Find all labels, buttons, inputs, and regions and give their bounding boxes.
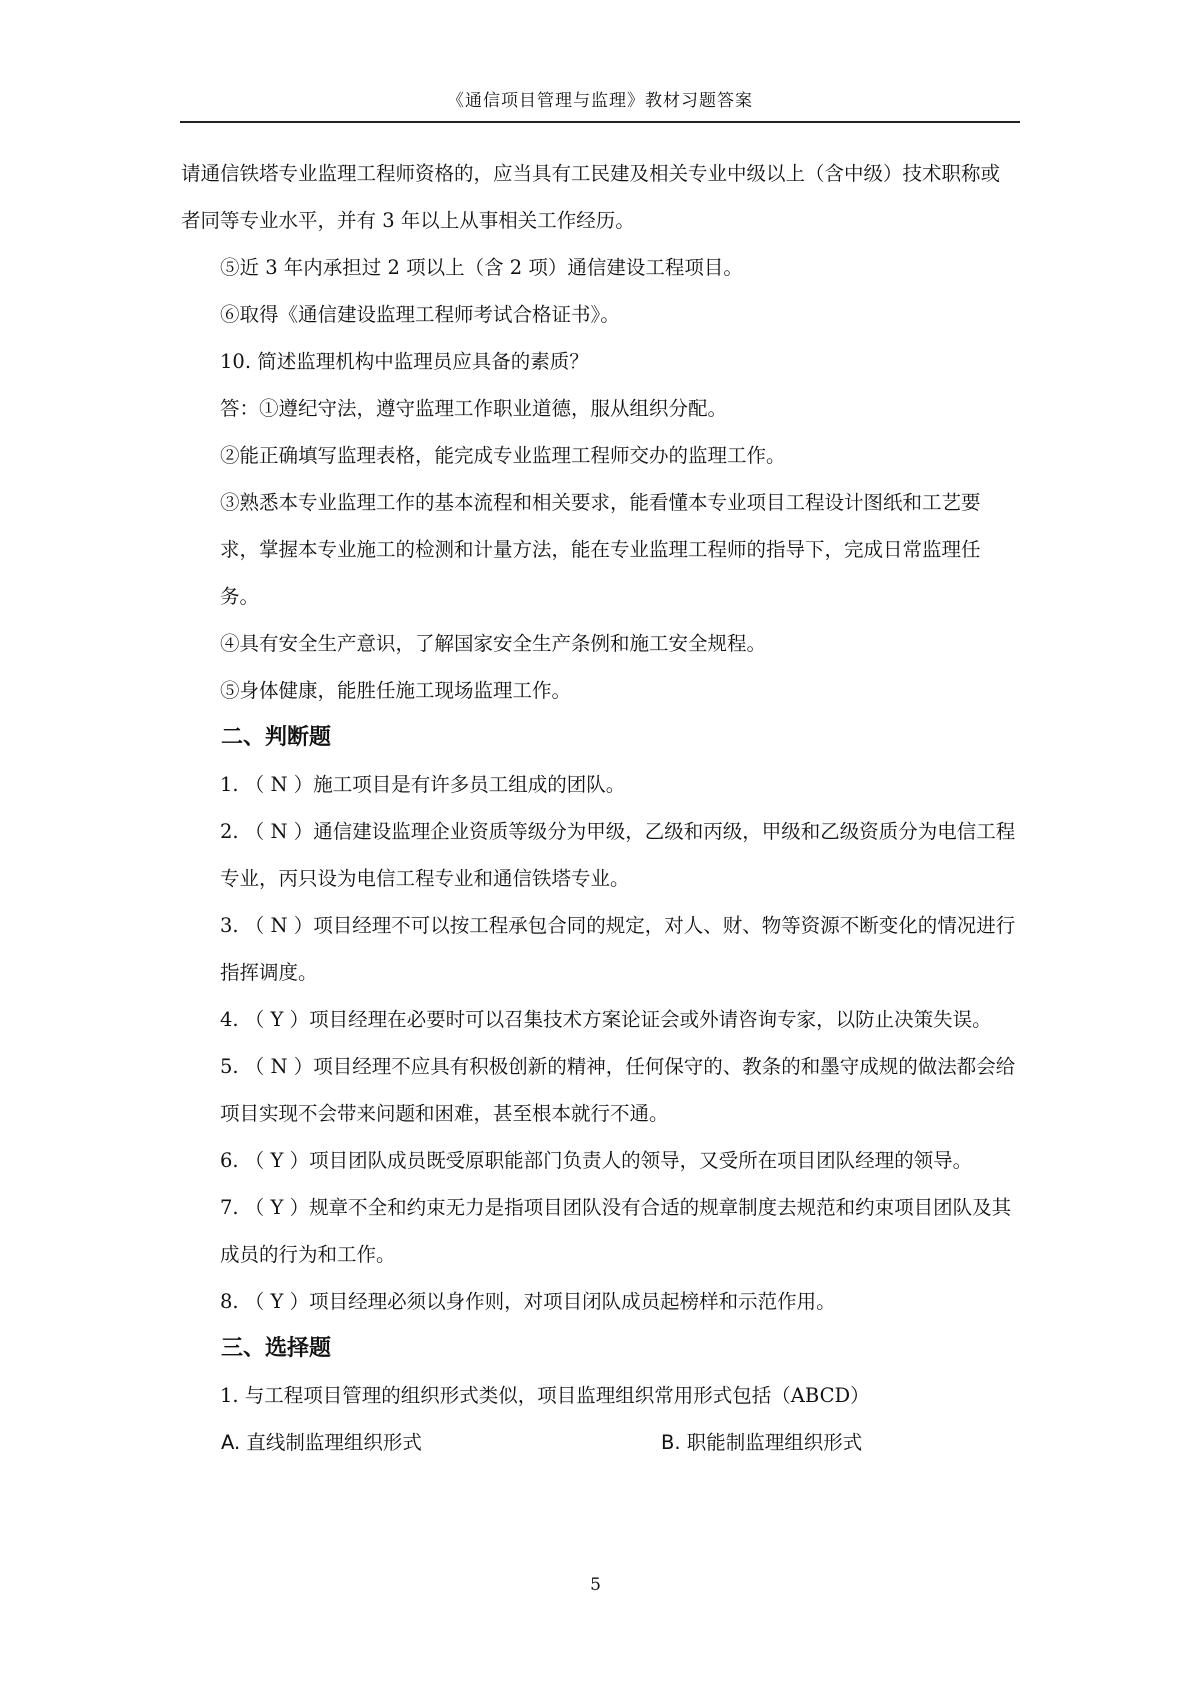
judgment-item: 8. （ Y ）项目经理必须以身作则，对项目闭队成员起榜样和示范作用。 bbox=[220, 1290, 836, 1313]
paragraph: ⑥取得《通信建设监理工程师考试合格证书》。 bbox=[220, 303, 620, 326]
judgment-item: 5. （ N ）项目经理不应具有积极创新的精神，任何保守的、教条的和墨守成规的做法都会给项目实现不会带来问题和困难，甚至根本就行不通。 bbox=[220, 1055, 1016, 1125]
answer-item: ③熟悉本专业监理工作的基本流程和相关要求，能看懂本专业项目工程设计图纸和工艺要求，掌握本专业施工的检测和计量方法，能在专业监理工程师的指导下，完成日常监理任务。 bbox=[220, 491, 981, 608]
paragraph: 请通信铁塔专业监理工程师资格的，应当具有工民建及相关专业中级以上（含中级）技术职称或者同等专业水平，并有 3 年以上从事相关工作经历。 bbox=[181, 162, 1001, 232]
judgment-item: 2. （ N ）通信建设监理企业资质等级分为甲级，乙级和丙级，甲级和乙级资质分为电信工程专业，丙只设为电信工程专业和通信铁塔专业。 bbox=[220, 820, 1016, 890]
question: 10. 简述监理机构中监理员应具备的素质？ bbox=[220, 350, 589, 373]
header-rule bbox=[180, 121, 1020, 123]
judgment-item: 6. （ Y ）项目团队成员既受原职能部门负责人的领导，又受所在项目团队经理的领导。 bbox=[220, 1149, 973, 1172]
answer-item: ⑤身体健康，能胜任施工现场监理工作。 bbox=[220, 679, 572, 702]
choice-question: 1. 与工程项目管理的组织形式类似，项目监理组织常用形式包括（ABCD） bbox=[220, 1384, 870, 1407]
option-a: A. 直线制监理组织形式 bbox=[221, 1431, 422, 1454]
judgment-item: 4. （ Y ）项目经理在必要时可以召集技术方案论证会或外请咨询专家，以防止决策失误。 bbox=[220, 1008, 992, 1031]
answer-item: 答：①遵纪守法，遵守监理工作职业道德，服从组织分配。 bbox=[220, 397, 728, 420]
page-number: 5 bbox=[590, 1575, 601, 1595]
page-header: 《通信项目管理与监理》教材习题答案 bbox=[447, 91, 753, 111]
answer-item: ②能正确填写监理表格，能完成专业监理工程师交办的监理工作。 bbox=[220, 444, 786, 467]
judgment-item: 3. （ N ）项目经理不可以按工程承包合同的规定，对人、财、物等资源不断变化的情况进行指挥调度。 bbox=[220, 914, 1016, 984]
answer-item: ④具有安全生产意识，了解国家安全生产条例和施工安全规程。 bbox=[220, 632, 767, 655]
section-heading: 二、判断题 bbox=[221, 725, 332, 750]
page-body bbox=[181, 150, 1019, 1466]
choice-options bbox=[181, 1419, 1019, 1466]
section-heading: 三、选择题 bbox=[221, 1336, 332, 1361]
judgment-item: 1. （ N ）施工项目是有许多员工组成的团队。 bbox=[220, 773, 626, 796]
option-b: B. 职能制监理组织形式 bbox=[661, 1431, 863, 1454]
paragraph: ⑤近 3 年内承担过 2 项以上（含 2 项）通信建设工程项目。 bbox=[220, 256, 743, 279]
judgment-item: 7. （ Y ）规章不全和约束无力是指项目团队没有合适的规章制度去规范和约束项目团队及其成员的行为和工作。 bbox=[220, 1196, 1012, 1266]
